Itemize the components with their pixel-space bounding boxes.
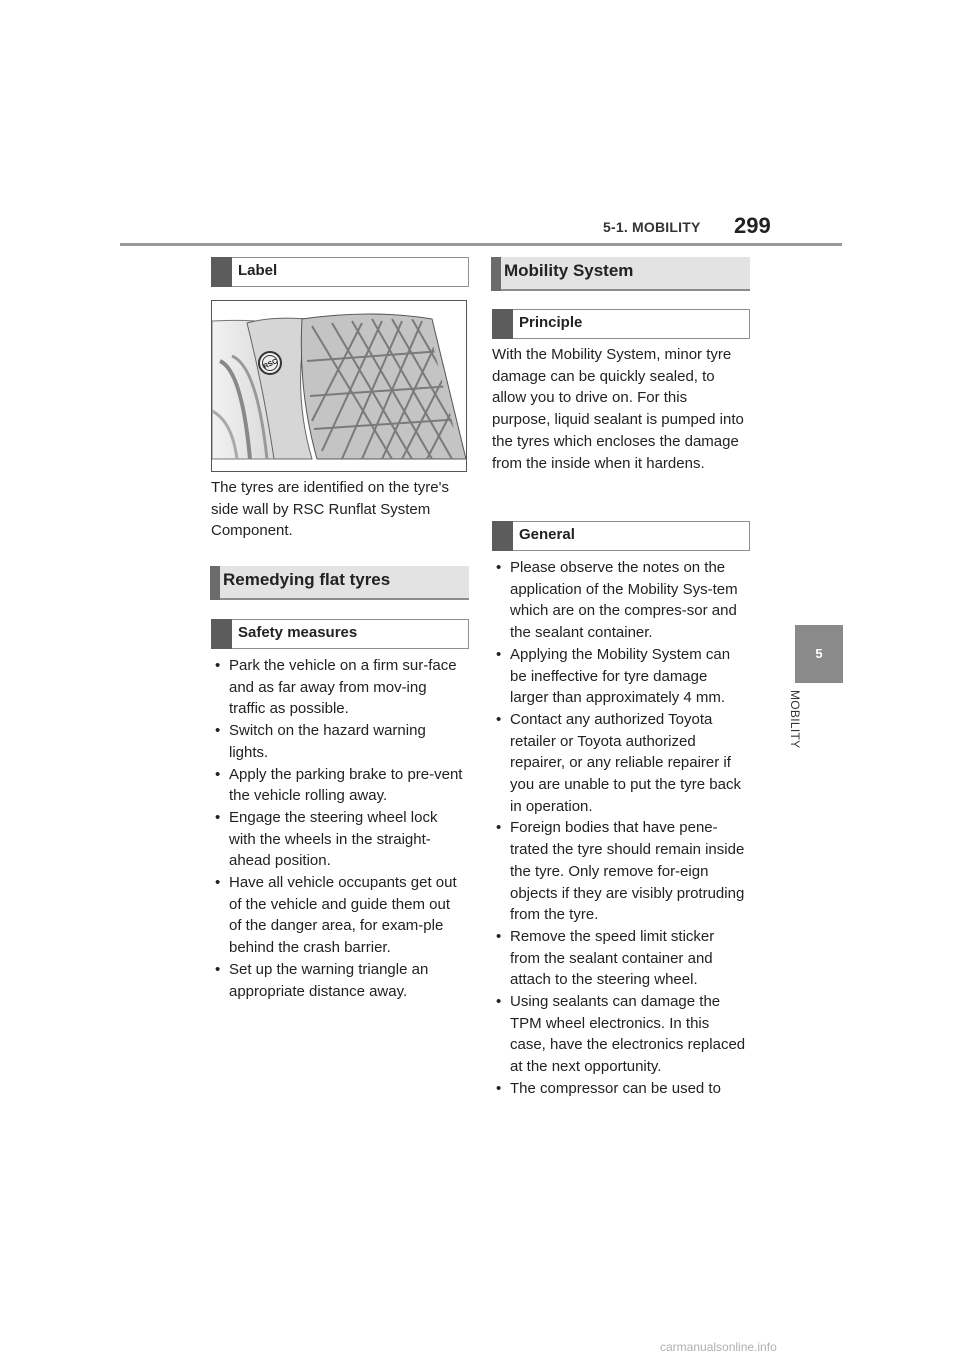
tyre-sidewall-illustration [211, 300, 467, 472]
mobility-system-heading [491, 257, 750, 291]
chapter-side-label [788, 690, 802, 770]
rsc-emblem-text: RSC [262, 358, 279, 371]
list-item: • Using sealants can damage the TPM wheel electronics. In this case, have the electronics replaced at the next opportunity. [492, 991, 748, 1078]
list-item: • Have all vehicle occupants get out of the vehicle and guide them out of the danger area, for exam-ple behind the crash barrier. [211, 872, 466, 959]
list-item: • Contact any authorized Toyota retailer or Toyota authorized repairer, or any reliable repairer if you are unable to put the tyre back in operation. [492, 709, 748, 818]
watermark: carmanualsonline.info [660, 1340, 777, 1354]
subheading-marker [492, 309, 513, 339]
label-subheading [211, 257, 469, 287]
safety-measures-subheading [211, 619, 469, 649]
list-item: • Foreign bodies that have pene-trated the tyre should remain inside the tyre. Only remove for-eign objects if they are visibly protruding from the tyre. [492, 817, 748, 926]
heading-marker [210, 566, 220, 600]
principle-text: With the Mobility System, minor tyre damage can be quickly sealed, to allow you to drive on. For this purpose, liquid sealant is pumped into the tyres which encloses the damage from the inside when it hardens. [492, 346, 744, 472]
chapter-side-label-text: MOBILITY [788, 690, 802, 749]
subheading-marker [211, 257, 232, 287]
safety-measures-list [211, 655, 466, 1002]
general-notes-list [492, 557, 748, 1100]
list-item: • Set up the warning triangle an appropriate distance away. [211, 959, 466, 1002]
list-item: • Remove the speed limit sticker from the sealant container and attach to the steering wheel. [492, 926, 748, 991]
subheading-marker [492, 521, 513, 551]
label-description: The tyres are identified on the tyre's side wall by RSC Runflat System Component. [211, 479, 449, 540]
list-item: • Switch on the hazard warning lights. [211, 720, 466, 763]
page-number: 299 [734, 213, 771, 238]
list-item: • Apply the parking brake to pre-vent the vehicle rolling away. [211, 764, 466, 807]
list-item: • Park the vehicle on a firm sur-face and as far away from mov-ing traffic as possible. [211, 655, 466, 720]
remedying-flat-tyres-heading-text: Remedying flat tyres [223, 570, 391, 589]
principle-subheading-text: Principle [519, 314, 583, 331]
list-item: • Applying the Mobility System can be ineffective for tyre damage larger than approximately 4 mm. [492, 644, 748, 709]
subheading-marker [211, 619, 232, 649]
safety-measures-subheading-text: Safety measures [238, 624, 358, 641]
tyre-illustration-svg [212, 301, 467, 472]
general-subheading [492, 521, 750, 551]
label-subheading-text: Label [238, 262, 278, 279]
heading-marker [491, 257, 501, 291]
general-subheading-text: General [519, 526, 575, 543]
mobility-system-heading-text: Mobility System [504, 261, 634, 280]
principle-subheading [492, 309, 750, 339]
list-item: • Please observe the notes on the application of the Mobility Sys-tem which are on the compres-sor and the sealant container. [492, 557, 748, 644]
chapter-tab: 5 [795, 625, 843, 683]
list-item: • Engage the steering wheel lock with the wheels in the straight-ahead position. [211, 807, 466, 872]
section-title: 5-1. MOBILITY [603, 219, 701, 235]
header-divider [120, 243, 842, 246]
list-item: • The compressor can be used to [492, 1078, 748, 1100]
remedying-flat-tyres-heading [210, 566, 469, 600]
